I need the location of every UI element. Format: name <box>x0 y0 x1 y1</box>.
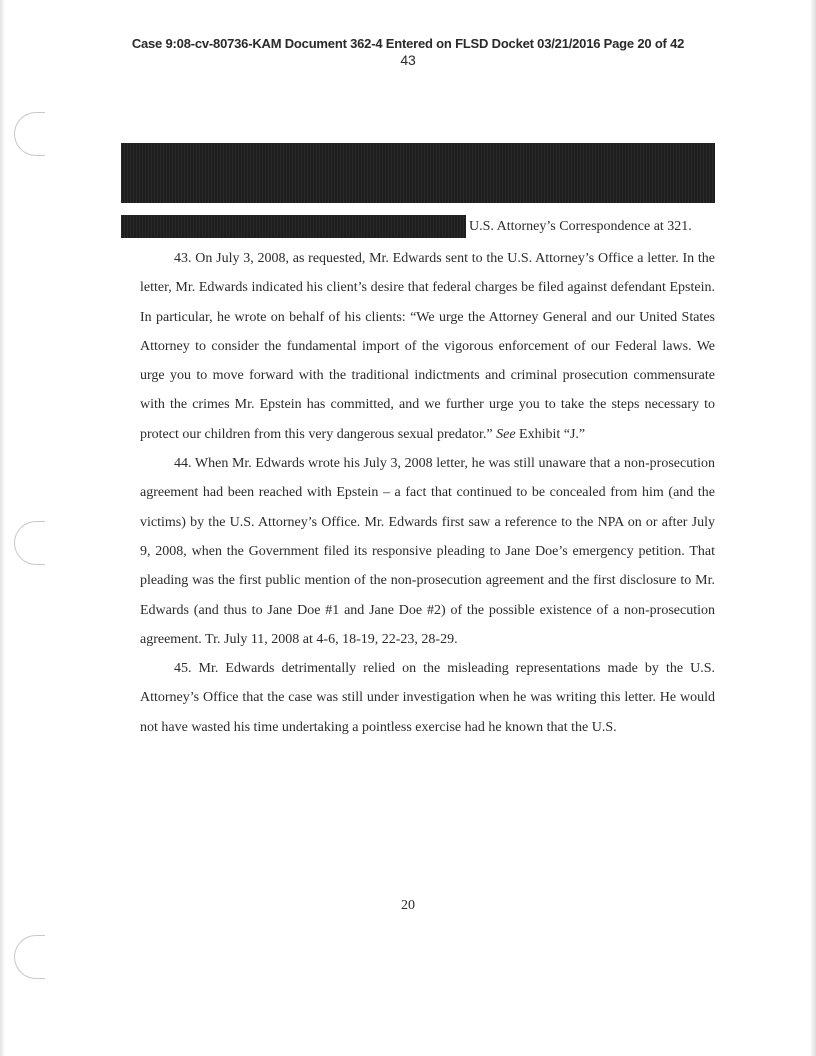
body-text <box>140 244 715 742</box>
punch-hole-bottom <box>14 935 45 979</box>
exhibit-reference: Exhibit “J.” <box>519 426 586 442</box>
paragraph-text: Mr. Edwards detrimentally relied on the misleading representations made by the U.S. Attorney’s Office that the case was still under investigation when he was writing this letter. He would not have wasted his time undertaking a pointless exercise had he known that the U.S. <box>140 661 715 735</box>
case-header-line: Case 9:08-cv-80736-KAM Document 362-4 Entered on FLSD Docket 03/21/2016 Page 20 of 42 <box>131 36 685 51</box>
redaction-bar <box>121 215 466 238</box>
paragraph-text: On July 3, 2008, as requested, Mr. Edwards sent to the U.S. Attorney’s Office a letter. In the letter, Mr. Edwards indicated his client’s desire that federal charges be filed against defendant Epstein. In particular, he wrote on behalf of his clients: “We urge the Attorney General and our United States Attorney to consider the fundamental import of the vigorous enforcement of our Federal laws. We urge you to move forward with the traditional indictments and criminal prosecution commensurate with the crimes Mr. Epstein has committed, and we further urge you to take the steps necessary to protect our children from this very dangerous sexual predator.” <box>140 251 715 442</box>
paragraph-number: 45. <box>174 661 192 677</box>
paragraph-44 <box>140 449 715 654</box>
paragraph-number: 44. <box>174 456 192 472</box>
punch-hole-middle <box>14 521 45 565</box>
page-number: 20 <box>401 898 415 913</box>
paragraph-number: 43. <box>174 251 192 266</box>
correspondence-citation: U.S. Attorney’s Correspondence at 321. <box>469 219 692 234</box>
paragraph-43 <box>140 244 715 449</box>
header-page-ref: 43 <box>400 52 416 68</box>
paragraph-45 <box>140 654 715 742</box>
case-header <box>0 36 816 68</box>
paragraph-text: When Mr. Edwards wrote his July 3, 2008 letter, he was still unaware that a non-prosecution agreement had been reached with Epstein – a fact that continued to be concealed from him (and the victims) by the U.S. Attorney’s Office. Mr. Edwards first saw a reference to the NPA on or after July 9, 2008, when the Government filed its responsive pleading to Jane Doe’s emergency petition. That pleading was the first public mention of the non-prosecution agreement and the first disclosure to Mr. Edwards (and thus to Jane Doe #1 and Jane Doe #2) of the possible existence of a non-prosecution agreement. Tr. July 11, 2008 at 4-6, 18-19, 22-23, 28-29. <box>140 456 715 647</box>
punch-hole-top <box>14 112 45 156</box>
redaction-block <box>121 143 715 203</box>
see-signal: See <box>496 426 516 442</box>
